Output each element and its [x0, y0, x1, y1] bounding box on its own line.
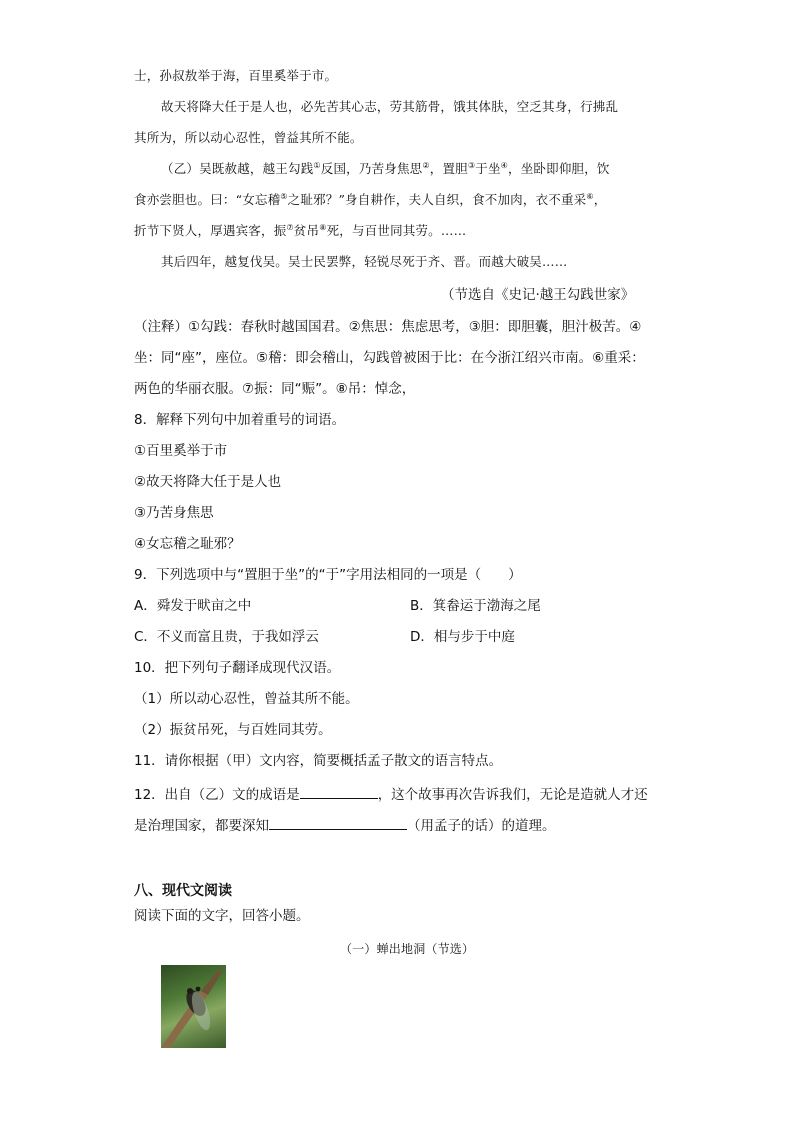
question-10-stem: 10．把下列句子翻译成现代汉语。	[134, 660, 341, 676]
cicada-icon	[161, 965, 226, 1048]
footnote-marker: ⑧	[319, 222, 327, 232]
question-12-line: 12．出自（乙）文的成语是 ，这个故事再次告诉我们，无论是造就人才还	[134, 784, 648, 804]
section-instruction: 阅读下面的文字，回答小题。	[134, 908, 310, 924]
answer-blank[interactable]	[269, 815, 407, 830]
passage-line: 士，孙叔敖举于海，百里奚举于市。	[134, 68, 338, 83]
question-9-option-d: D．相与步于中庭	[410, 629, 515, 645]
question-8-stem: 8．解释下列句中加着重号的词语。	[134, 412, 346, 428]
footnote-marker: ⑥	[586, 191, 594, 201]
section-heading: 八、现代文阅读	[134, 883, 232, 899]
passage-line: （乙）吴既赦越，越王勾践①反国，乃苦身焦思②，置胆③于坐④，坐卧即仰胆，饮	[161, 160, 610, 176]
question-8-item: ②故天将降大任于是人也	[134, 474, 282, 490]
passage-line: 其后四年，越复伐吴。吴士民罢弊，轻锐尽死于齐、晋。而越大破吴……	[161, 254, 568, 269]
answer-blank[interactable]	[300, 784, 378, 799]
question-8-item: ①百里奚举于市	[134, 443, 228, 459]
footnote-marker: ③	[467, 160, 476, 170]
question-11-stem: 11．请你根据（甲）文内容，简要概括孟子散文的语言特点。	[134, 753, 503, 769]
question-9-stem: 9．下列选项中与“置胆于坐”的“于”字用法相同的一项是（ ）	[134, 567, 522, 583]
question-12-line: 是治理国家，都要深知 （用孟子的话）的道理。	[134, 815, 556, 835]
question-8-item: ③乃苦身焦思	[134, 505, 214, 521]
passage-line: 折节下贤人，厚遇宾客，振⑦贫吊⑧死，与百世同其劳。……	[134, 222, 467, 238]
footnote-marker: ⑤	[280, 191, 288, 201]
passage-source: （节选自《史记·越王勾践世家》	[441, 287, 635, 303]
passage-line: 故天将降大任于是人也，必先苦其心志，劳其筋骨，饿其体肤，空乏其身，行拂乱	[161, 99, 619, 114]
question-8-item: ④女忘稽之耻邪？	[134, 536, 241, 552]
reading-subtitle: （一）蝉出地洞（节选）	[340, 942, 475, 956]
annotation-line: 坐：同“座”，座位。⑤稽：即会稽山，勾践曾被困于比：在今浙江绍兴市南。⑥重采：	[134, 350, 645, 366]
question-9-option-c: C．不义而富且贵，于我如浮云	[134, 629, 319, 645]
cicada-photo	[161, 965, 226, 1048]
question-9-option-b: B．箕畚运于渤海之尾	[410, 598, 541, 614]
annotation-line: （注释）①勾践：春秋时越国国君。②焦思：焦虑思考，③胆：即胆囊，胆汁极苦。④	[134, 319, 642, 335]
question-9-option-a: A．舜发于畎亩之中	[134, 598, 252, 614]
footnote-marker: ②	[422, 160, 430, 170]
annotation-line: 两色的华丽衣服。⑦振：同“赈”。⑧吊：悼念，	[134, 381, 416, 397]
footnote-marker: ④	[500, 160, 509, 170]
passage-line: 食亦尝胆也。曰：“女忘稽⑤之耻邪？”身自耕作，夫人自织，食不加肉，衣不重采⑥，	[134, 191, 607, 207]
passage-line: 其所为，所以动心忍性，曾益其所不能。	[134, 130, 363, 145]
question-10-sentence: （2）振贫吊死，与百姓同其劳。	[134, 722, 332, 738]
question-10-sentence: （1）所以动心忍性，曾益其所不能。	[134, 691, 359, 707]
footnote-marker: ①	[313, 160, 321, 170]
footnote-marker: ⑦	[286, 222, 294, 232]
